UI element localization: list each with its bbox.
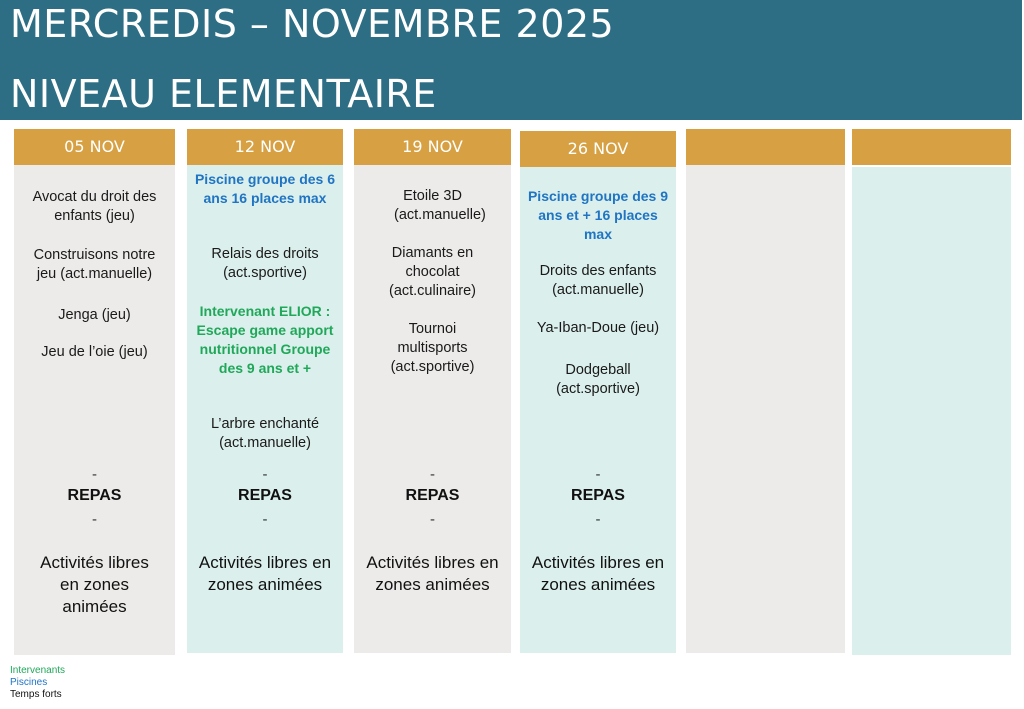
day-header: 19 NOV xyxy=(354,129,511,165)
activity-item: Relais des droits (act.sportive) xyxy=(211,246,319,281)
free-activities: Activités libres en zones animées xyxy=(198,553,332,594)
free-activities: Activités libres en zones animées xyxy=(531,553,665,594)
page-title: MERCREDIS – NOVEMBRE 2025 xyxy=(10,2,615,46)
separator-dash: - xyxy=(430,511,435,528)
repas-label: REPAS xyxy=(405,487,460,504)
activity-item-piscine: Piscine groupe des 9 ans et + 16 places max xyxy=(527,188,669,242)
separator-dash: - xyxy=(92,466,97,483)
free-activities: Activités libres en zones animées xyxy=(366,553,499,594)
activity-item: Etoile 3D (act.manuelle) xyxy=(394,188,486,223)
activity-item: Ya-Iban-Doue (jeu) xyxy=(536,320,660,336)
activity-item: Avocat du droit des enfants (jeu) xyxy=(32,189,157,224)
activity-item: Droits des enfants (act.manuelle) xyxy=(539,263,657,298)
separator-dash: - xyxy=(262,511,268,528)
day-body xyxy=(520,167,676,653)
activity-item-piscine: Piscine groupe des 6 ans 16 places max xyxy=(194,171,336,206)
day-column-05-nov xyxy=(14,129,175,655)
day-body xyxy=(852,167,1011,655)
legend-piscines: Piscines xyxy=(10,677,48,688)
separator-dash: - xyxy=(430,466,435,483)
activity-item: Tournoi multisports (act.sportive) xyxy=(390,321,475,375)
activity-item: Jenga (jeu) xyxy=(58,307,131,323)
activity-item: L’arbre enchanté (act.manuelle) xyxy=(210,416,320,451)
day-header: 12 NOV xyxy=(187,129,343,165)
day-column-empty-2 xyxy=(852,129,1011,655)
day-header: 26 NOV xyxy=(520,131,676,167)
day-body xyxy=(187,165,343,653)
day-column-26-nov xyxy=(520,129,676,653)
day-column-empty-1 xyxy=(686,129,845,653)
title-banner xyxy=(0,0,1022,120)
day-column-12-nov xyxy=(187,129,343,653)
separator-dash: - xyxy=(92,511,97,528)
activity-item: Construisons notre jeu (act.manuelle) xyxy=(33,247,156,282)
page-subtitle: NIVEAU ELEMENTAIRE xyxy=(10,72,437,116)
activity-item-intervenant: Intervenant ELIOR : Escape game apport nutritionnel Groupe des 9 ans et + xyxy=(196,303,334,376)
legend-intervenants: Intervenants xyxy=(10,665,66,676)
day-header: 05 NOV xyxy=(14,129,175,165)
day-body xyxy=(14,165,175,655)
repas-label: REPAS xyxy=(67,487,122,504)
separator-dash: - xyxy=(262,466,268,483)
repas-label: REPAS xyxy=(571,487,625,504)
separator-dash: - xyxy=(595,511,601,528)
day-body xyxy=(686,165,845,653)
activity-item: Diamants en chocolat (act.culinaire) xyxy=(388,245,477,299)
activity-item: Jeu de l’oie (jeu) xyxy=(41,344,148,360)
legend-temps-forts: Temps forts xyxy=(10,689,62,700)
day-body xyxy=(354,165,511,653)
repas-label: REPAS xyxy=(238,487,292,504)
free-activities: Activités libres en zones animées xyxy=(40,553,149,616)
day-column-19-nov xyxy=(354,129,511,653)
separator-dash: - xyxy=(595,466,601,483)
day-header xyxy=(852,129,1011,165)
day-header xyxy=(686,129,845,165)
activity-item: Dodgeball (act.sportive) xyxy=(556,362,640,397)
